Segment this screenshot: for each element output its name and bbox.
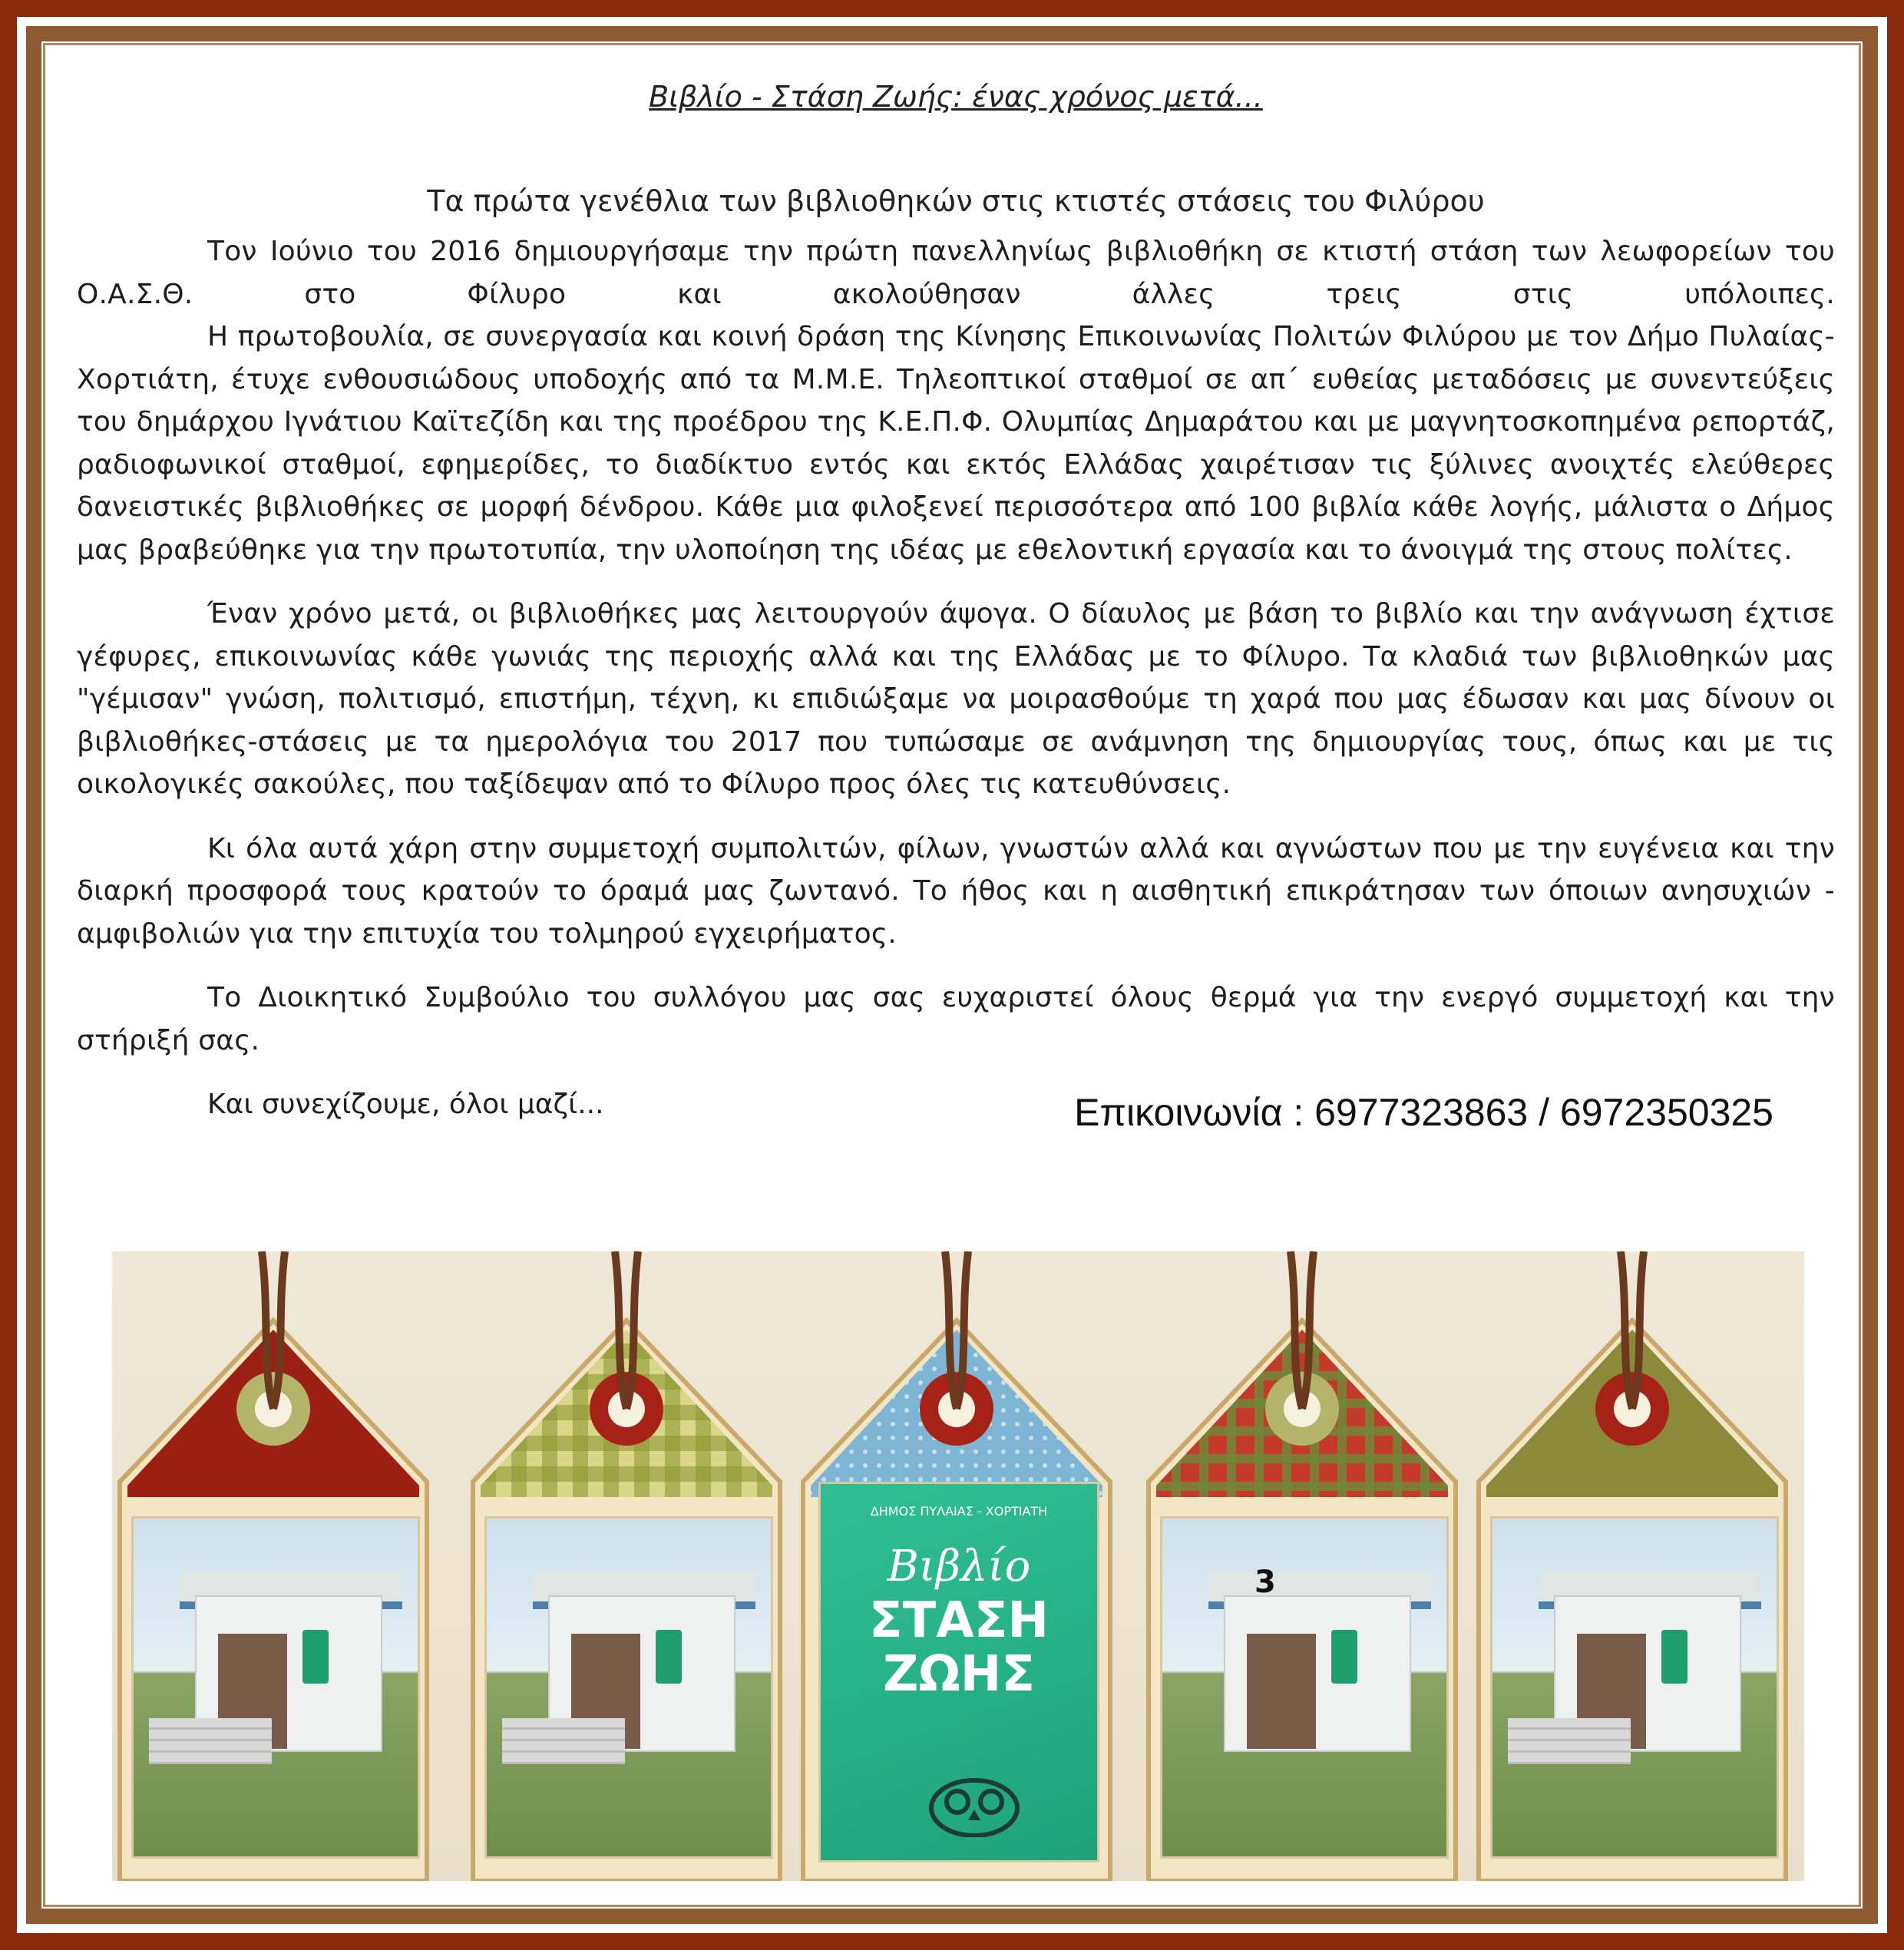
- bus-stop-photo-2: [484, 1516, 773, 1859]
- document-title: Βιβλίο - Στάση Ζωής: ένας χρόνος μετά...: [649, 80, 1263, 114]
- library-stops-banner: [112, 1251, 1804, 1881]
- document-body: [77, 77, 1835, 1137]
- paragraph-1: Τον Ιούνιο του 2016 δημιουργήσαμε την πρώτη πανελληνίως βιβλιοθήκη σε κτιστή στάση των λεωφορείων του Ο.Α.Σ.Θ. στο Φίλυρο και ακολούθησαν άλλες τρεις στις υπόλοιπες.: [77, 236, 1835, 310]
- owl-icon: [928, 1776, 1020, 1837]
- bus-stop-photo-5: [1490, 1516, 1779, 1859]
- closing-text: Και συνεχίζουμε, όλοι μαζί...: [207, 1089, 604, 1120]
- bus-stop-photo-1: [131, 1516, 420, 1859]
- closing-row: [77, 1083, 1835, 1137]
- bus-stop-photo-4: [1160, 1516, 1449, 1859]
- logo-line-2a: ΣΤΑΣΗ: [868, 1592, 1050, 1649]
- biblio-stasi-zois-logo: [818, 1482, 1099, 1862]
- photo-slot-1: [112, 1251, 435, 1881]
- paragraph-4: Κι όλα αυτά χάρη στην συμμετοχή συμπολιτών, φίλων, γνωστών αλλά και αγνώστων που με την ευγένεια και την διαρκή προσφορά τους κρατούν το όραμά μας ζωντανό. Το ήθος και η αισθητική επικράτησαν των όποιων ανησυχιών - αμφιβολιών για την επιτυχία του τολμηρού εγχειρήματος.: [77, 832, 1835, 950]
- photo-slot-3: [795, 1251, 1118, 1881]
- stop-number: 3: [1254, 1565, 1276, 1600]
- photo-slot-2: [465, 1251, 788, 1881]
- paragraph-3: Έναν χρόνο μετά, οι βιβλιοθήκες μας λειτουργούν άψογα. Ο δίαυλος με βάση το βιβλίο και την ανάγνωση έχτισε γέφυρες, επικοινωνίας κάθε γωνιάς της περιοχής αλλά και της Ελλάδας με το Φίλυρο. Τα κλαδιά των βιβλιοθηκών μας "γέμισαν" γνώση, πολιτισμό, επιστήμη, τέχνη, κι επιδιώξαμε να μοιρασθούμε τη χαρά που μας έδωσαν και μας δίνουν οι βιβλιοθήκες-στάσεις με τα ημερολόγια του 2017 που τυπώσαμε σε ανάμνηση της δημιουργίας τους, όπως και με τις οικολογικές σακούλες, που ταξίδεψαν από το Φίλυρο προς όλες τις κατευθύνσεις.: [77, 598, 1835, 800]
- photo-slot-5: [1471, 1251, 1793, 1881]
- photo-slot-4: [1141, 1251, 1463, 1881]
- contact-phones: Επικοινωνία : 6977323863 / 6972350325: [1074, 1091, 1773, 1134]
- logo-line-1: Βιβλίο: [887, 1542, 1031, 1591]
- logo-line-2b: ΖΩΗΣ: [882, 1646, 1036, 1703]
- paragraph-5: Το Διοικητικό Συμβούλιο του συλλόγου μας σας ευχαριστεί όλους θερμά για την ενεργό συμμετοχή και την στήριξή σας.: [77, 982, 1835, 1056]
- document-subtitle: Τα πρώτα γενέθλια των βιβλιοθηκών στις κτιστές στάσεις του Φιλύρου: [427, 184, 1485, 218]
- paragraph-2: Η πρωτοβουλία, σε συνεργασία και κοινή δράση της Κίνησης Επικοινωνίας Πολιτών Φιλύρου με τον Δήμο Πυλαίας-Χορτιάτη, έτυχε ενθουσιώδους υποδοχής από τα Μ.Μ.Ε. Τηλεοπτικοί σταθμοί σε απ΄ ευθείας μεταδόσεις με συνεντεύξεις του δημάρχου Ιγνάτιου Καϊτεζίδη και της προέδρου της Κ.Ε.Π.Φ. Ολυμπίας Δημαράτου και με μαγνητοσκοπημένα ρεπορτάζ, ραδιοφωνικοί σταθμοί, εφημερίδες, το διαδίκτυο εντός και εκτός Ελλάδας χαιρέτισαν τις ξύλινες ανοιχτές ελεύθερες δανειστικές βιβλιοθήκες σε μορφή δένδρου. Κάθε μια φιλοξενεί περισσότερα από 100 βιβλία κάθε λογής, μάλιστα ο Δήμος μας βραβεύθηκε για την πρωτοτυπία, την υλοποίηση της ιδέας με εθελοντική εργασία και το άνοιγμά της στους πολίτες.: [77, 321, 1835, 566]
- logo-municipality: ΔΗΜΟΣ ΠΥΛΑΙΑΣ - ΧΟΡΤΙΑΤΗ: [870, 1504, 1048, 1519]
